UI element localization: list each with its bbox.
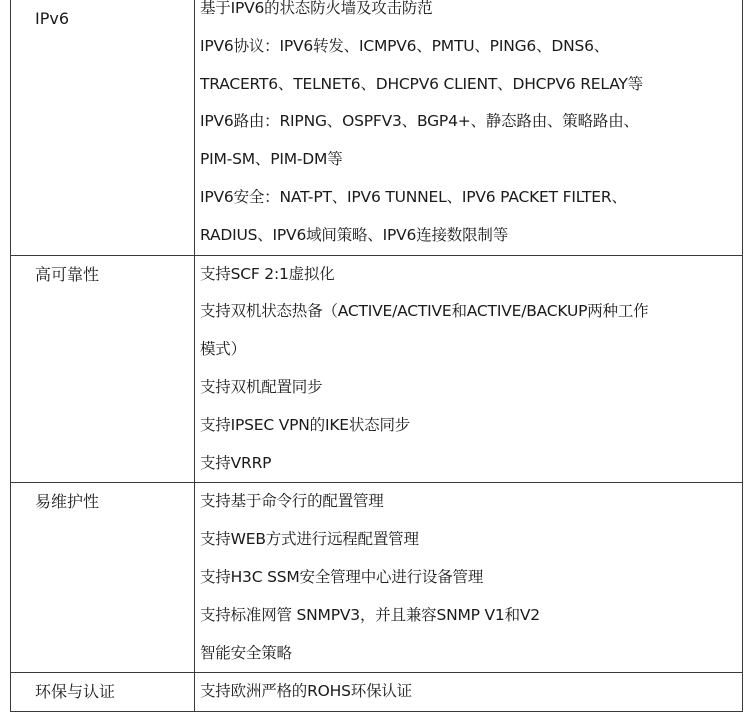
category-cell [11,0,195,255]
feature-cell [195,673,743,712]
feature-cell [195,483,743,673]
category-label-maintainability: 易维护性 [35,492,100,512]
feature-line: 支持基于命令行的配置管理 [200,492,384,511]
feature-line: 支持H3C SSM安全管理中心进行设备管理 [200,567,484,586]
feature-line: IPV6路由：RIPNG、OSPFV3、BGP4+、静态路由、策略路由、 [200,112,639,131]
feature-line: 支持双机配置同步 [200,377,323,396]
category-label-certification: 环保与认证 [35,682,116,702]
table-row-ipv6 [11,0,743,255]
table-row-maintainability [11,483,743,673]
category-cell [11,255,195,483]
feature-line: 支持VRRP [200,453,272,472]
category-label-ipv6: IPv6 [35,9,70,28]
feature-line: 支持标准网管 SNMPV3，并且兼容SNMP V1和V2 [200,605,540,624]
feature-line: 支持欧洲严格的ROHS环保认证 [200,682,412,701]
category-label-reliability: 高可靠性 [35,264,100,284]
feature-line: PIM-SM、PIM-DM等 [200,150,343,169]
feature-line: IPV6协议：IPV6转发、ICMPV6、PMTU、PING6、DNS6、 [200,36,610,55]
feature-line: 基于IPV6的状态防火墙及攻击防范 [200,0,433,17]
category-cell [11,483,195,673]
category-cell [11,673,195,712]
table-row-reliability [11,255,743,483]
feature-line: 支持双机状态热备（ACTIVE/ACTIVE和ACTIVE/BACKUP两种工作 [200,302,649,321]
feature-line: 支持WEB方式进行远程配置管理 [200,530,419,549]
feature-line: 支持SCF 2:1虚拟化 [200,264,335,283]
feature-line: RADIUS、IPV6域间策略、IPV6连接数限制等 [200,225,509,244]
feature-line: 模式） [200,340,246,359]
feature-cell [195,255,743,483]
feature-cell [195,0,743,255]
spec-table [10,0,743,712]
table-row-certification [11,673,743,712]
feature-line: 智能安全策略 [200,643,292,662]
feature-line: IPV6安全：NAT-PT、IPV6 TUNNEL、IPV6 PACKET FILTER、 [200,187,627,206]
feature-line: 支持IPSEC VPN的IKE状态同步 [200,415,411,434]
feature-line: TRACERT6、TELNET6、DHCPV6 CLIENT、DHCPV6 RELAY等 [200,74,643,93]
